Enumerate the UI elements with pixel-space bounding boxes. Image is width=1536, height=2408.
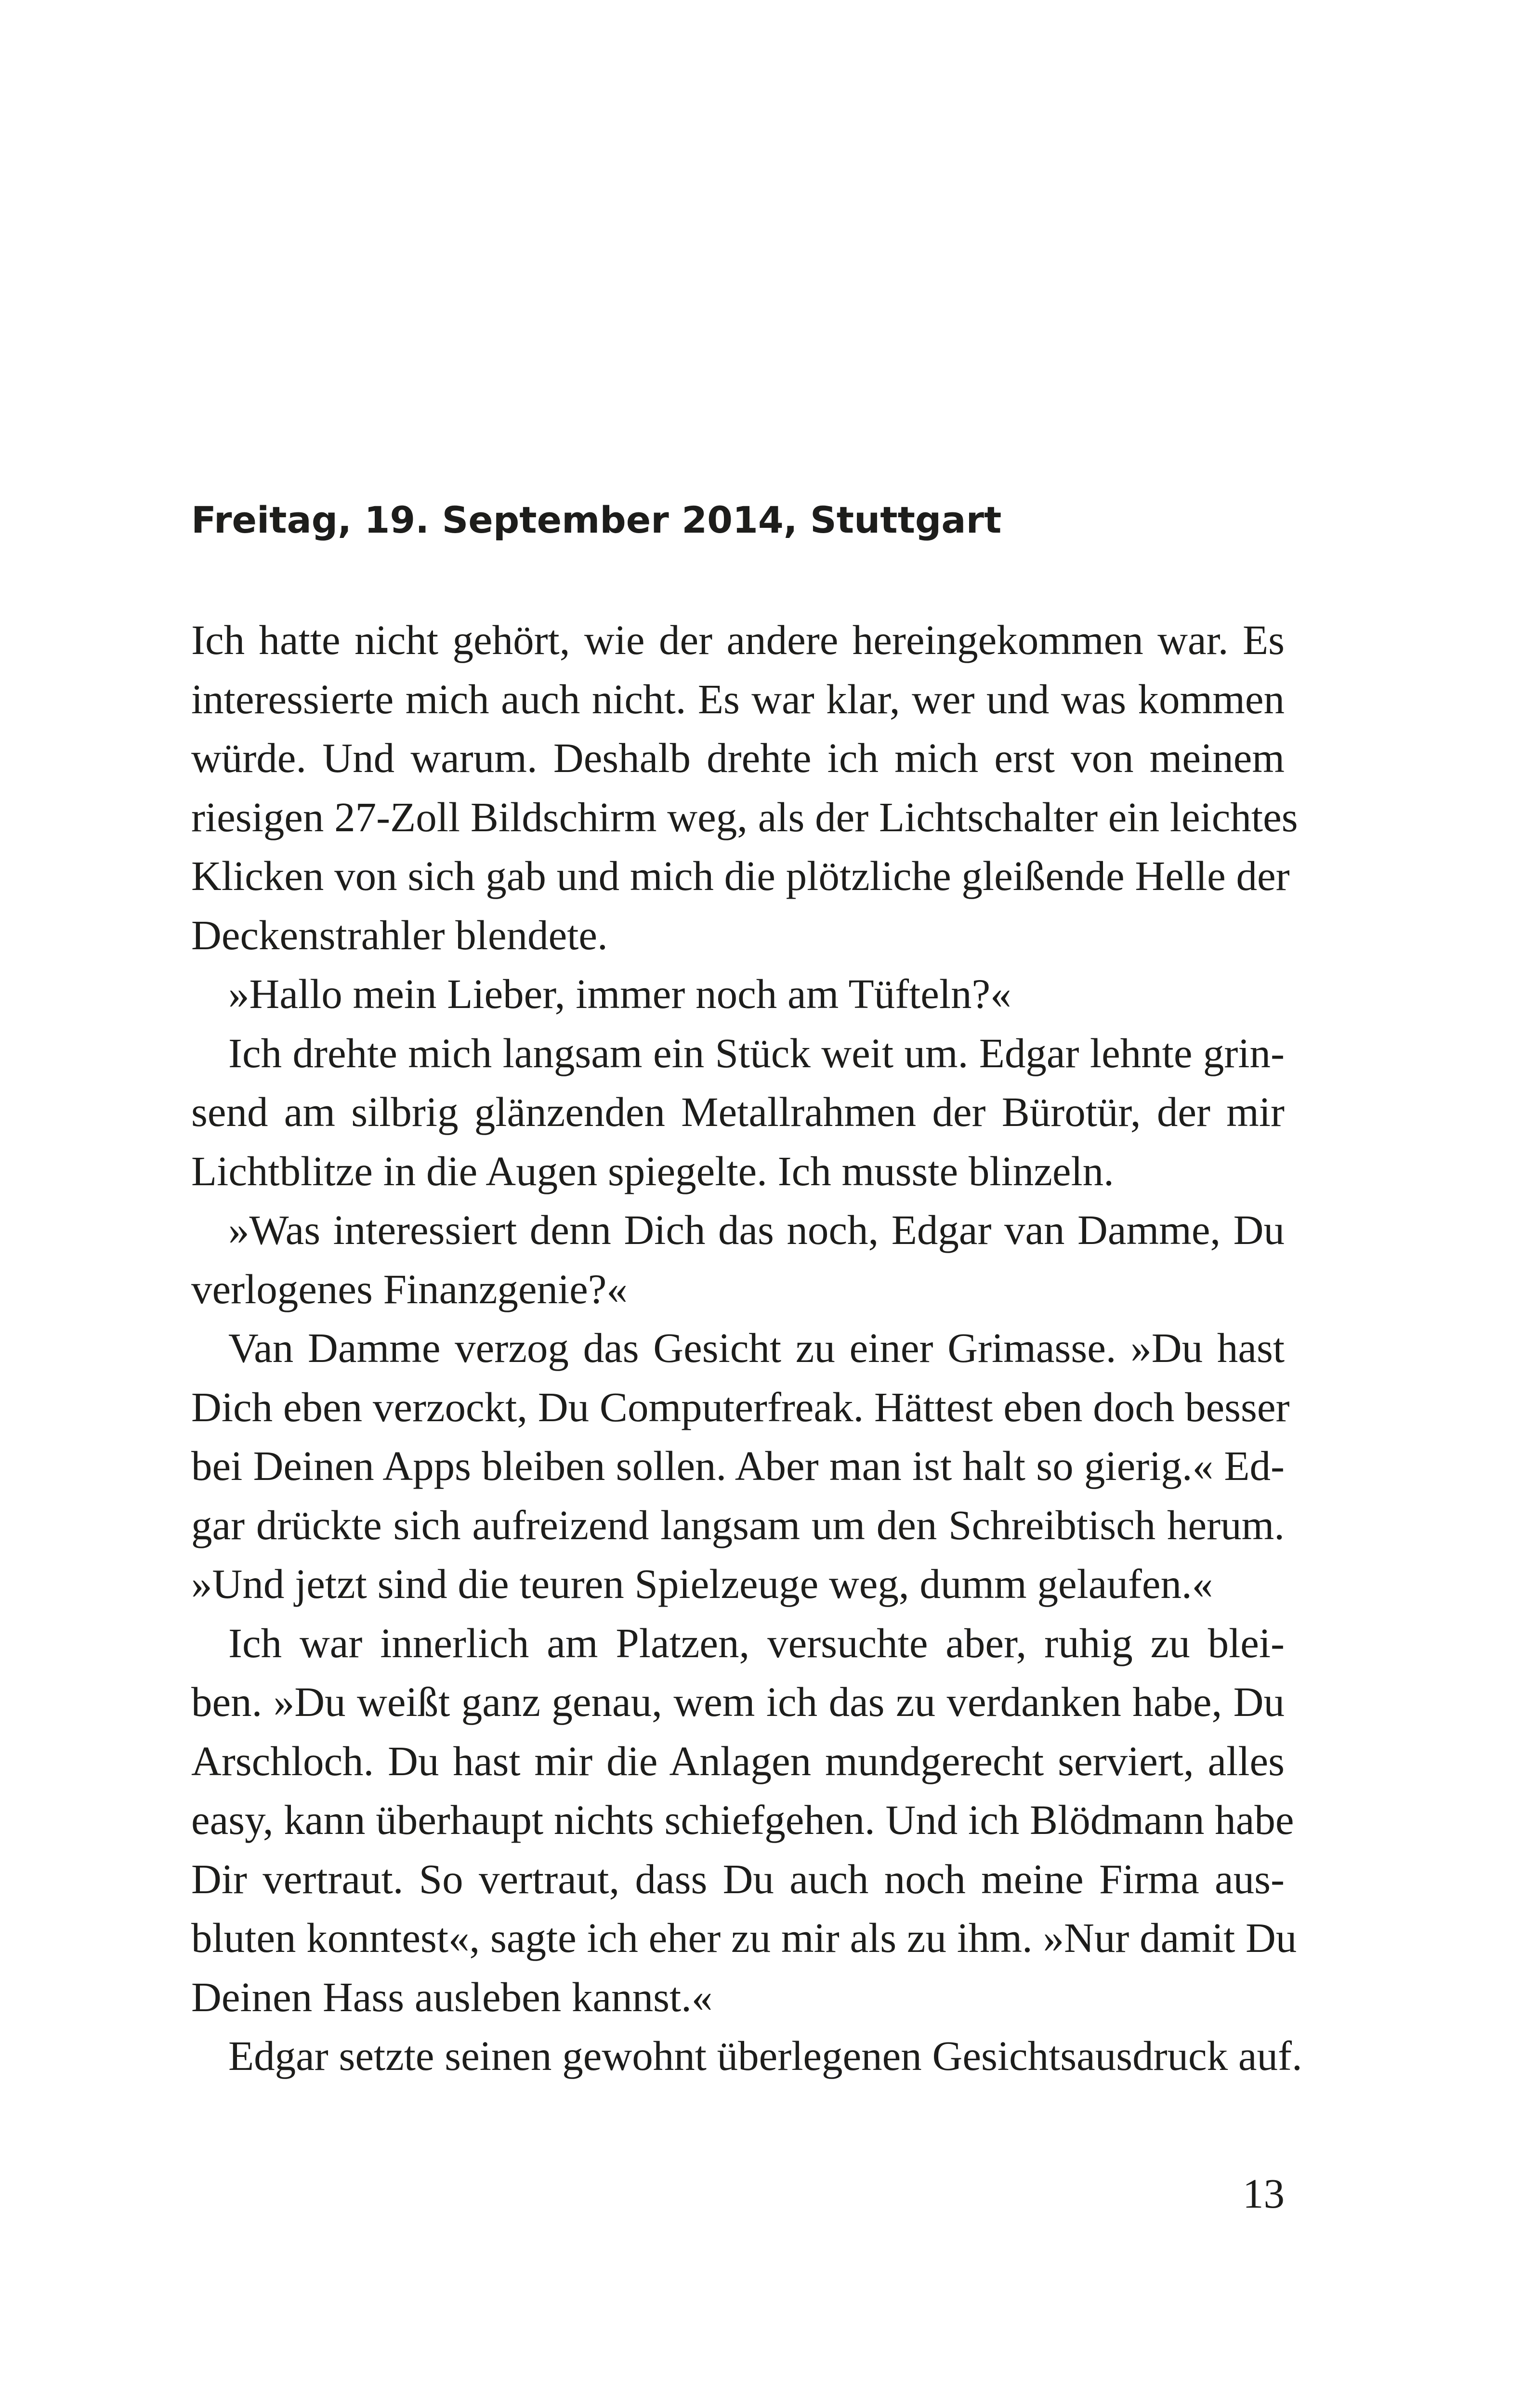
text-line: Ich war innerlich am Platzen, versuchte aber, ruhig zu blei-: [228, 1619, 1285, 1666]
text-line: Lichtblitze in die Augen spiegelte. Ich musste blinzeln.: [191, 1147, 1114, 1194]
text-line: Arschloch. Du hast mir die Anlagen mundgerecht serviert, alles: [191, 1737, 1285, 1784]
text-line: würde. Und warum. Deshalb drehte ich mich erst von meinem: [191, 734, 1285, 781]
text-line: bei Deinen Apps bleiben sollen. Aber man ist halt so gierig.« Ed-: [191, 1442, 1285, 1489]
text-line: Deinen Hass ausleben kannst.«: [191, 1973, 713, 2020]
text-line: Van Damme verzog das Gesicht zu einer Grimasse. »Du hast: [228, 1324, 1285, 1371]
text-line: verlogenes Finanzgenie?«: [191, 1265, 628, 1312]
text-line: easy, kann überhaupt nichts schiefgehen. Und ich Blödmann habe: [191, 1796, 1294, 1843]
text-line: »Hallo mein Lieber, immer noch am Tüfteln?«: [228, 970, 1011, 1017]
text-line: »Und jetzt sind die teuren Spielzeuge weg, dumm gelaufen.«: [191, 1560, 1213, 1607]
text-line: Klicken von sich gab und mich die plötzliche gleißende Helle der: [191, 852, 1290, 899]
body-text: [191, 611, 1302, 2086]
text-line: Ich hatte nicht gehört, wie der andere hereingekommen war. Es: [191, 616, 1285, 663]
page-number: 13: [1243, 2170, 1285, 2217]
text-line: interessierte mich auch nicht. Es war klar, wer und was kommen: [191, 675, 1285, 722]
text-line: send am silbrig glänzenden Metallrahmen der Bürotür, der mir: [191, 1088, 1285, 1135]
text-line: riesigen 27-Zoll Bildschirm weg, als der Lichtschalter ein leichtes: [191, 793, 1298, 840]
text-line: Edgar setzte seinen gewohnt überlegenen Gesichtsausdruck auf.: [228, 2032, 1302, 2079]
chapter-heading: Freitag, 19. September 2014, Stuttgart: [191, 498, 1002, 541]
text-line: bluten konntest«, sagte ich eher zu mir als zu ihm. »Nur damit Du: [191, 1914, 1297, 1961]
text-line: Deckenstrahler blendete.: [191, 911, 608, 958]
text-line: Dich eben verzockt, Du Computerfreak. Hättest eben doch besser: [191, 1383, 1290, 1430]
text-line: ben. »Du weißt ganz genau, wem ich das zu verdanken habe, Du: [191, 1678, 1285, 1725]
text-line: gar drückte sich aufreizend langsam um den Schreibtisch herum.: [191, 1501, 1285, 1548]
text-line: »Was interessiert denn Dich das noch, Edgar van Damme, Du: [228, 1206, 1285, 1253]
text-line: Dir vertraut. So vertraut, dass Du auch noch meine Firma aus-: [191, 1855, 1285, 1902]
text-line: Ich drehte mich langsam ein Stück weit um. Edgar lehnte grin-: [228, 1029, 1285, 1076]
